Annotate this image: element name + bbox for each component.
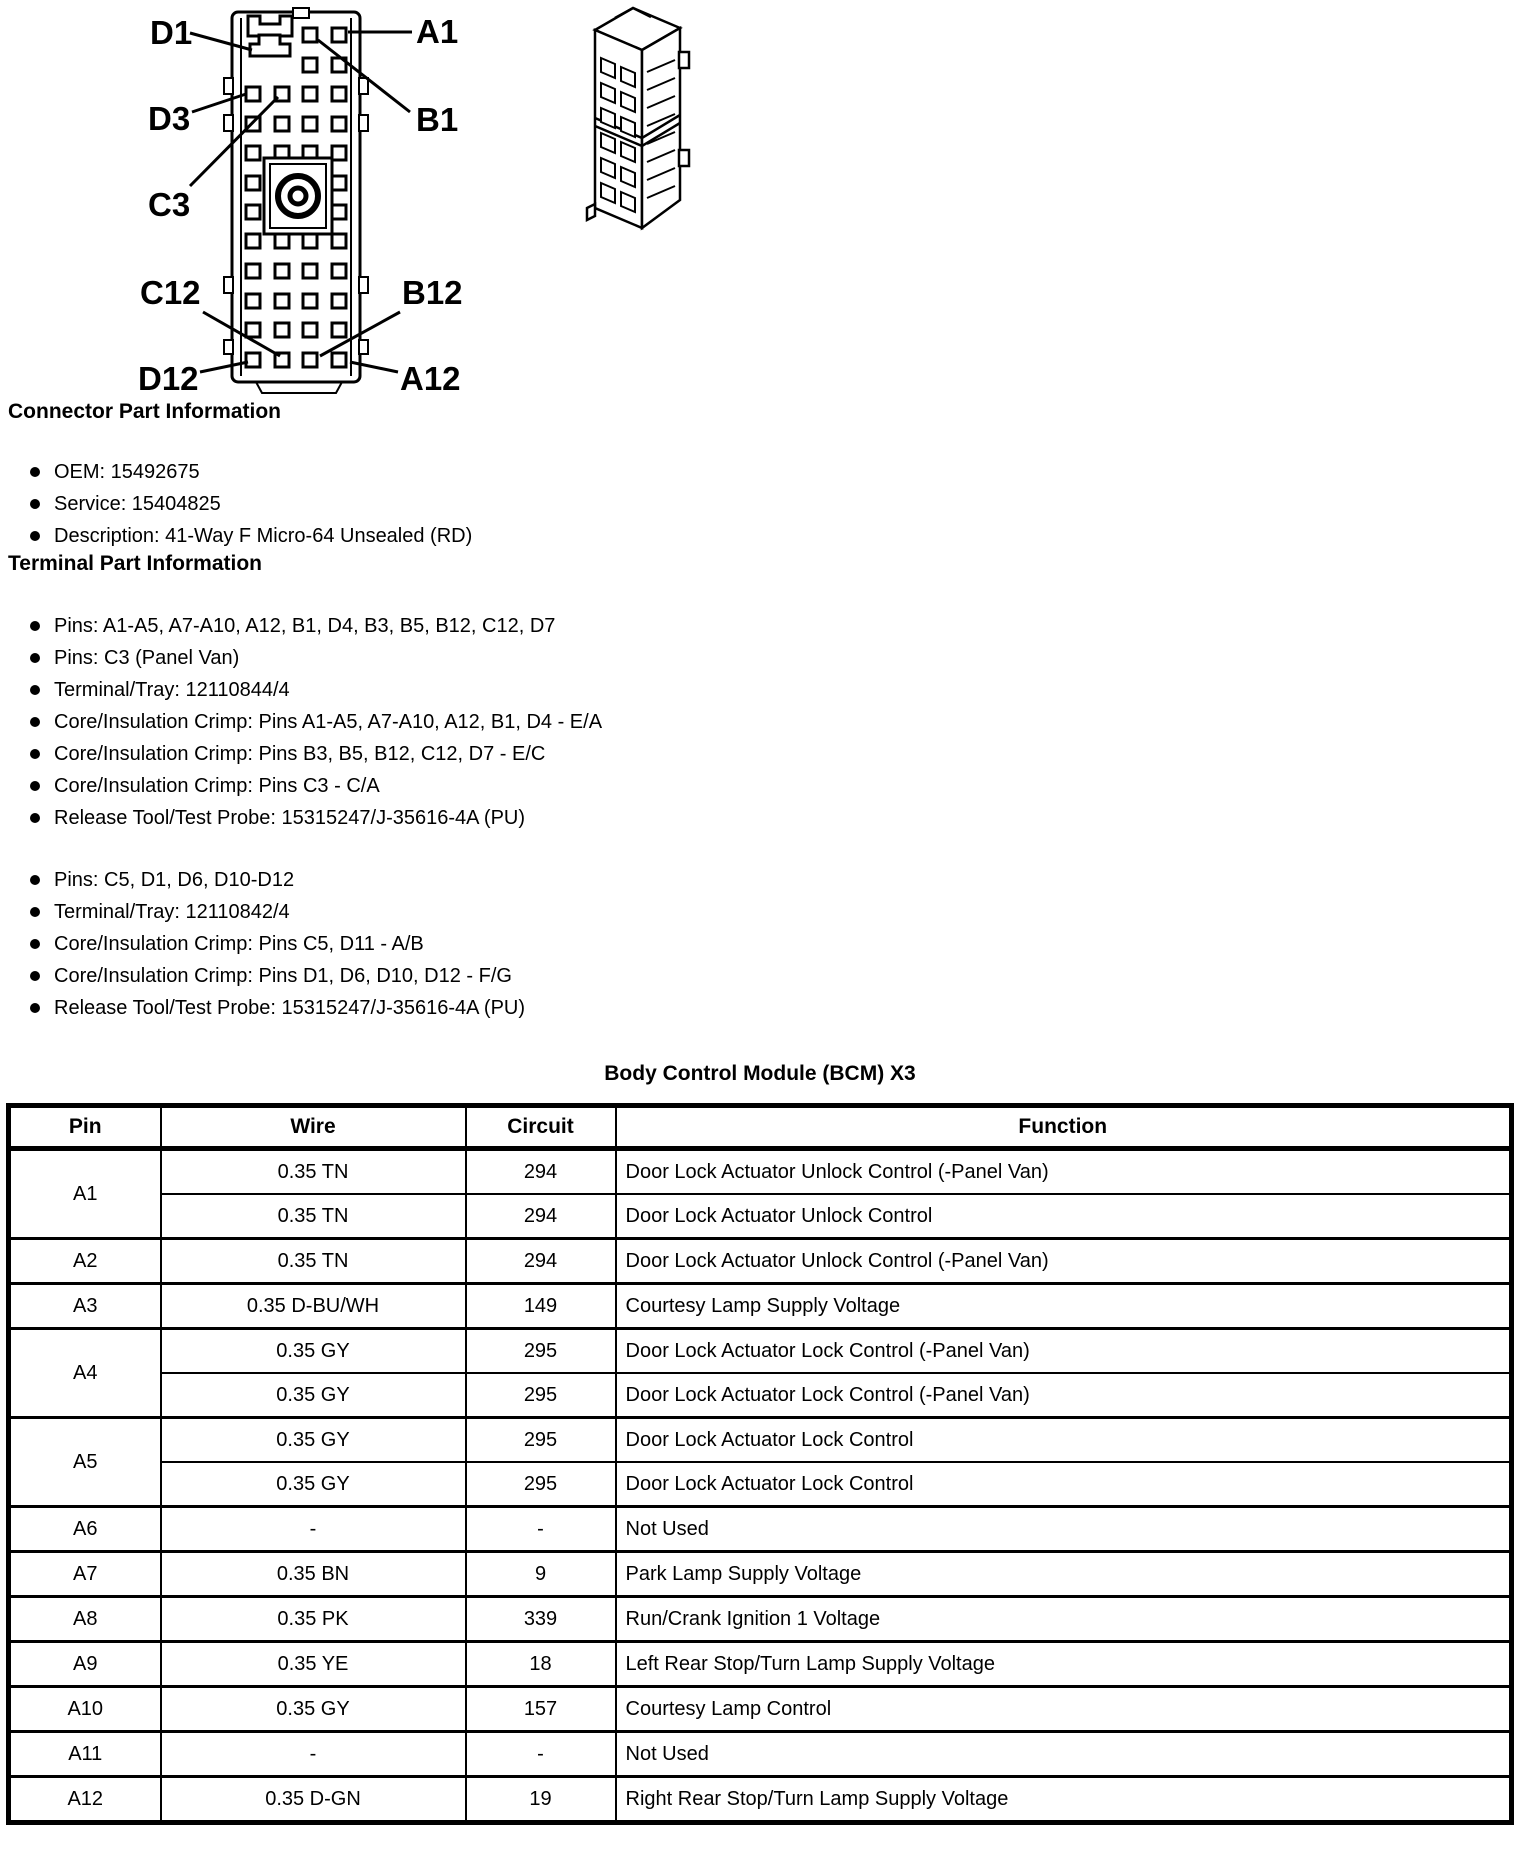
table-row xyxy=(9,1462,1512,1507)
terminal-part-info-list-1 xyxy=(0,610,1520,834)
function-cell: Run/Crank Ignition 1 Voltage xyxy=(616,1597,1512,1642)
terminal-part-info-list-2 xyxy=(0,864,1520,1024)
table-row xyxy=(9,1329,1512,1374)
bullet-item: Core/Insulation Crimp: Pins C3 - C/A xyxy=(30,770,1520,802)
function-cell: Door Lock Actuator Lock Control xyxy=(616,1462,1512,1507)
bullet-item: Core/Insulation Crimp: Pins C5, D11 - A/B xyxy=(30,928,1520,960)
pin-cell: A3 xyxy=(9,1284,161,1329)
function-cell: Courtesy Lamp Control xyxy=(616,1687,1512,1732)
function-cell: Door Lock Actuator Lock Control xyxy=(616,1418,1512,1463)
function-cell: Door Lock Actuator Lock Control (-Panel Van) xyxy=(616,1329,1512,1374)
table-row xyxy=(9,1194,1512,1239)
connector-part-info-list xyxy=(0,456,1520,552)
function-cell: Courtesy Lamp Supply Voltage xyxy=(616,1284,1512,1329)
wire-cell: 0.35 GY xyxy=(161,1373,466,1418)
bullet-item: Terminal/Tray: 12110844/4 xyxy=(30,674,1520,706)
connector-diagram xyxy=(0,0,1520,400)
top-notch xyxy=(293,8,309,18)
bullet-item: Core/Insulation Crimp: Pins A1-A5, A7-A10, A12, B1, D4 - E/A xyxy=(30,706,1520,738)
wire-cell: 0.35 GY xyxy=(161,1418,466,1463)
column-header-wire: Wire xyxy=(161,1106,466,1149)
pin-label-d3: D3 xyxy=(148,100,191,137)
table-row xyxy=(9,1687,1512,1732)
function-cell: Door Lock Actuator Unlock Control xyxy=(616,1194,1512,1239)
table-row xyxy=(9,1239,1512,1284)
function-cell: Right Rear Stop/Turn Lamp Supply Voltage xyxy=(616,1777,1512,1823)
wire-cell: - xyxy=(161,1507,466,1552)
circuit-cell: 9 xyxy=(466,1552,616,1597)
function-cell: Door Lock Actuator Unlock Control (-Panel Van) xyxy=(616,1149,1512,1195)
table-row xyxy=(9,1373,1512,1418)
screw-boss xyxy=(264,158,332,234)
table-header-row xyxy=(9,1106,1512,1149)
table-row xyxy=(9,1418,1512,1463)
function-cell: Not Used xyxy=(616,1732,1512,1777)
circuit-cell: 149 xyxy=(466,1284,616,1329)
wire-cell: - xyxy=(161,1732,466,1777)
bullet-item: Release Tool/Test Probe: 15315247/J-35616-4A (PU) xyxy=(30,992,1520,1024)
connector-3d-view xyxy=(587,8,689,228)
pin-cell: A7 xyxy=(9,1552,161,1597)
pin-cell: A6 xyxy=(9,1507,161,1552)
function-cell: Door Lock Actuator Lock Control (-Panel Van) xyxy=(616,1373,1512,1418)
circuit-cell: 157 xyxy=(466,1687,616,1732)
bullet-item: Core/Insulation Crimp: Pins D1, D6, D10, D12 - F/G xyxy=(30,960,1520,992)
circuit-cell: - xyxy=(466,1507,616,1552)
circuit-cell: 294 xyxy=(466,1239,616,1284)
bcm-pinout-table xyxy=(6,1103,1514,1825)
pin-label-b1: B1 xyxy=(416,101,459,138)
connector-face-diagram xyxy=(0,0,720,400)
table-title: Body Control Module (BCM) X3 xyxy=(604,1062,916,1085)
pin-cell: A2 xyxy=(9,1239,161,1284)
table-row xyxy=(9,1732,1512,1777)
function-cell: Not Used xyxy=(616,1507,1512,1552)
pin-cell: A12 xyxy=(9,1777,161,1823)
circuit-cell: 19 xyxy=(466,1777,616,1823)
wire-cell: 0.35 BN xyxy=(161,1552,466,1597)
bottom-tab xyxy=(256,382,342,393)
pin-label-c12: C12 xyxy=(140,274,201,311)
circuit-cell: 294 xyxy=(466,1194,616,1239)
bullet-item: Description: 41-Way F Micro-64 Unsealed (RD) xyxy=(30,520,1520,552)
circuit-cell: 339 xyxy=(466,1597,616,1642)
pin-cell: A5 xyxy=(9,1418,161,1507)
wire-cell: 0.35 PK xyxy=(161,1597,466,1642)
column-header-circuit: Circuit xyxy=(466,1106,616,1149)
table-row xyxy=(9,1642,1512,1687)
wire-cell: 0.35 GY xyxy=(161,1329,466,1374)
pin-label-c3: C3 xyxy=(148,186,191,223)
bullet-item: Service: 15404825 xyxy=(30,488,1520,520)
circuit-cell: 294 xyxy=(466,1149,616,1195)
pin-cell: A4 xyxy=(9,1329,161,1418)
table-row xyxy=(9,1597,1512,1642)
wire-cell: 0.35 D-GN xyxy=(161,1777,466,1823)
pin-label-a12: A12 xyxy=(400,360,461,397)
bullet-item: Core/Insulation Crimp: Pins B3, B5, B12, C12, D7 - E/C xyxy=(30,738,1520,770)
function-cell: Door Lock Actuator Unlock Control (-Panel Van) xyxy=(616,1239,1512,1284)
pin-cell: A9 xyxy=(9,1642,161,1687)
pin-cell: A11 xyxy=(9,1732,161,1777)
terminal-part-info-heading: Terminal Part Information xyxy=(8,552,262,575)
pin-label-d1: D1 xyxy=(150,14,193,51)
wire-cell: 0.35 GY xyxy=(161,1462,466,1507)
pin-label-b12: B12 xyxy=(402,274,463,311)
circuit-cell: 18 xyxy=(466,1642,616,1687)
table-row xyxy=(9,1552,1512,1597)
wire-cell: 0.35 YE xyxy=(161,1642,466,1687)
bullet-item: Release Tool/Test Probe: 15315247/J-35616-4A (PU) xyxy=(30,802,1520,834)
function-cell: Left Rear Stop/Turn Lamp Supply Voltage xyxy=(616,1642,1512,1687)
circuit-cell: 295 xyxy=(466,1329,616,1374)
pin-label-d12: D12 xyxy=(138,360,199,397)
bullet-item: Terminal/Tray: 12110842/4 xyxy=(30,896,1520,928)
wire-cell: 0.35 TN xyxy=(161,1239,466,1284)
pin-label-a1: A1 xyxy=(416,13,459,50)
table-row xyxy=(9,1777,1512,1823)
bullet-item: OEM: 15492675 xyxy=(30,456,1520,488)
function-cell: Park Lamp Supply Voltage xyxy=(616,1552,1512,1597)
circuit-cell: 295 xyxy=(466,1462,616,1507)
pin-cell: A1 xyxy=(9,1149,161,1239)
column-header-function: Function xyxy=(616,1106,1512,1149)
wire-cell: 0.35 D-BU/WH xyxy=(161,1284,466,1329)
wire-cell: 0.35 TN xyxy=(161,1194,466,1239)
wire-cell: 0.35 TN xyxy=(161,1149,466,1195)
bullet-item: Pins: C3 (Panel Van) xyxy=(30,642,1520,674)
circuit-cell: - xyxy=(466,1732,616,1777)
connector-part-info-heading: Connector Part Information xyxy=(8,400,282,423)
wire-cell: 0.35 GY xyxy=(161,1687,466,1732)
circuit-cell: 295 xyxy=(466,1418,616,1463)
table-row xyxy=(9,1507,1512,1552)
pin-cell: A10 xyxy=(9,1687,161,1732)
table-row xyxy=(9,1149,1512,1195)
bullet-item: Pins: A1-A5, A7-A10, A12, B1, D4, B3, B5, B12, C12, D7 xyxy=(30,610,1520,642)
table-row xyxy=(9,1284,1512,1329)
circuit-cell: 295 xyxy=(466,1373,616,1418)
column-header-pin: Pin xyxy=(9,1106,161,1149)
bullet-item: Pins: C5, D1, D6, D10-D12 xyxy=(30,864,1520,896)
pin-cell: A8 xyxy=(9,1597,161,1642)
